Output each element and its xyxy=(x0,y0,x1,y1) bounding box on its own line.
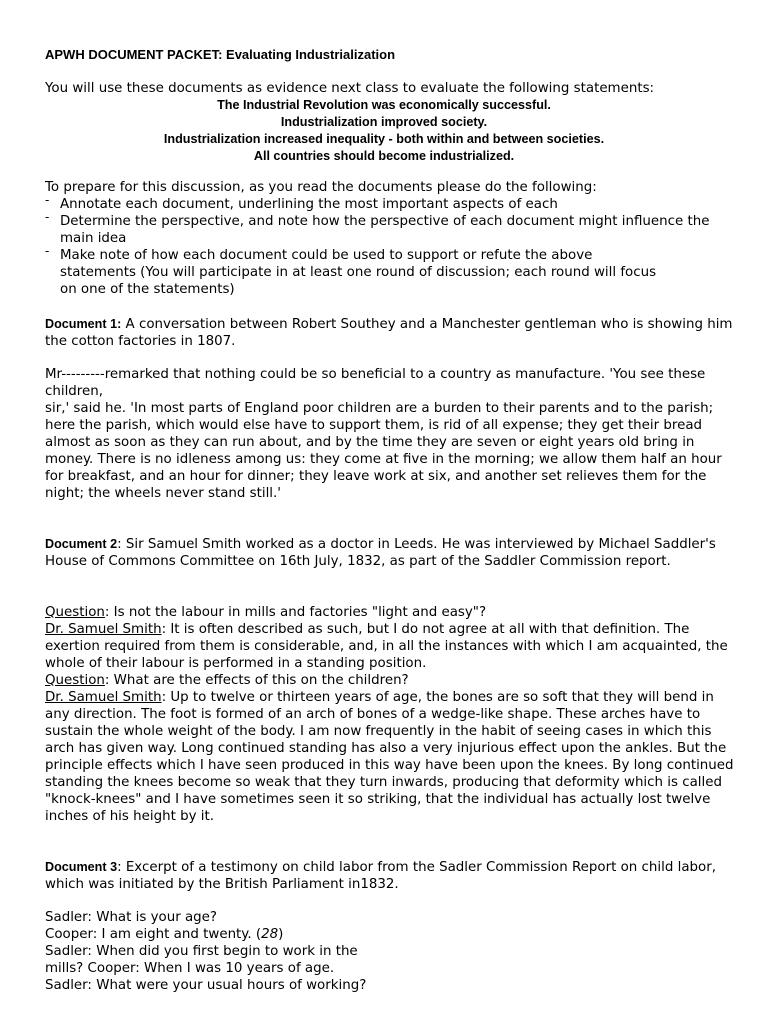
prep-lead: To prepare for this discussion, as you read the documents please do the following: xyxy=(45,180,597,195)
answer-text: : It is often described as such, but I do not agree at all with that definition. The exertion required from them is considerable, and, in all the instances with which I am acquainted, the whole of their labour is performed in a standing position. xyxy=(45,622,728,671)
statement: Industrialization increased inequality - both within and between societies. xyxy=(163,132,605,146)
prep-item: - Make note of how each document could be used to support or refute the above statements (You will participate in at least one round of discussion; each round will focus on one of the statements) xyxy=(45,247,660,298)
interview-question xyxy=(45,672,735,689)
prep-section xyxy=(45,179,735,298)
document-1-body xyxy=(45,366,735,502)
document-1-description: A conversation between Robert Southey and a Manchester gentleman who is showing him the cotton factories in 1807. xyxy=(45,317,733,349)
testimony-line xyxy=(45,926,735,943)
testimony-line: Sadler: What is your age? xyxy=(45,910,218,925)
question-text: : What are the effects of this on the children? xyxy=(104,673,409,688)
answer-label: Dr. Samuel Smith xyxy=(45,690,162,705)
document-1-line: sir,' said he. 'In most parts of England poor children are a burden to their parents and to the parish; here the parish, which would else have to support them, is rid of all expense; they get their bread almost as soon as they can run about, and by the time they are seven or eight years old bring in money. There is no idleness among us: they come at five in the morning; we allow them half an hour for breakfast, and an hour for dinner; they leave work at six, and another set relieves them for the night; the wheels never stand still.' xyxy=(45,401,722,501)
document-1-intro xyxy=(45,316,735,350)
testimony-age: 28 xyxy=(261,927,279,942)
testimony-line: mills? Cooper: When I was 10 years of age. xyxy=(45,961,335,976)
intro-text: You will use these documents as evidence next class to evaluate the following statements: xyxy=(45,81,655,96)
document-2-description: : Sir Samuel Smith worked as a doctor in Leeds. He was interviewed by Michael Saddler's House of Commons Committee on 16th July, 1832, as part of the Saddler Commission report. xyxy=(45,537,716,569)
statement: All countries should become industrialized. xyxy=(253,149,515,163)
document-1-line: Mr---------remarked that nothing could be so beneficial to a country as manufacture. 'You see these children, xyxy=(45,367,706,399)
question-label: Question xyxy=(45,673,105,688)
statement: Industrialization improved society. xyxy=(280,115,488,129)
document-3-body xyxy=(45,909,735,994)
answer-text: : Up to twelve or thirteen years of age, the bones are so soft that they will bend in any direction. The foot is formed of an arch of bones of a wedge-like shape. These arches have to sustain the whole weight of the body. I am now frequently in the habit of seeing cases in which this arch has given way. Long continued standing has also a very injurious effect upon the ankles. But the principle effects which I have seen produced in this way have been upon the knees. By long continued standing the knees become so weak that they turn inwards, producing that deformity which is called "knock-knees" and I have sometimes seen it so striking, that the individual has actually lost twelve inches of his height by it. xyxy=(45,690,734,824)
interview-answer xyxy=(45,621,735,672)
question-text: : Is not the labour in mills and factories "light and easy"? xyxy=(104,605,487,620)
document-3-description: : Excerpt of a testimony on child labor from the Sadler Commission Report on child labor, which was initiated by the British Parliament in1832. xyxy=(45,860,716,892)
testimony-text: Cooper: I am eight and twenty. ( xyxy=(45,927,262,942)
interview-answer xyxy=(45,689,735,825)
page-title: APWH DOCUMENT PACKET: Evaluating Industrialization xyxy=(45,47,396,62)
testimony-line: Sadler: What were your usual hours of working? xyxy=(45,978,367,993)
question-label: Question xyxy=(45,605,105,620)
prep-item: - Annotate each document, underlining the most important aspects of each xyxy=(45,196,730,213)
statement: The Industrial Revolution was economically successful. xyxy=(217,98,551,112)
testimony-text: ) xyxy=(278,927,284,942)
testimony-line: Sadler: When did you first begin to work in the xyxy=(45,944,358,959)
prep-list xyxy=(45,196,735,298)
document-2-body xyxy=(45,604,735,825)
document-1-label: Document 1: xyxy=(45,317,122,331)
document-3-label: Document 3 xyxy=(45,860,118,874)
document-3-intro xyxy=(45,859,735,893)
document-2-intro xyxy=(45,536,735,570)
document-2-label: Document 2 xyxy=(45,537,118,551)
answer-label: Dr. Samuel Smith xyxy=(45,622,162,637)
interview-question xyxy=(45,604,735,621)
prep-item: - Determine the perspective, and note how the perspective of each document might influence the main idea xyxy=(45,213,730,247)
statements-list xyxy=(45,97,723,165)
